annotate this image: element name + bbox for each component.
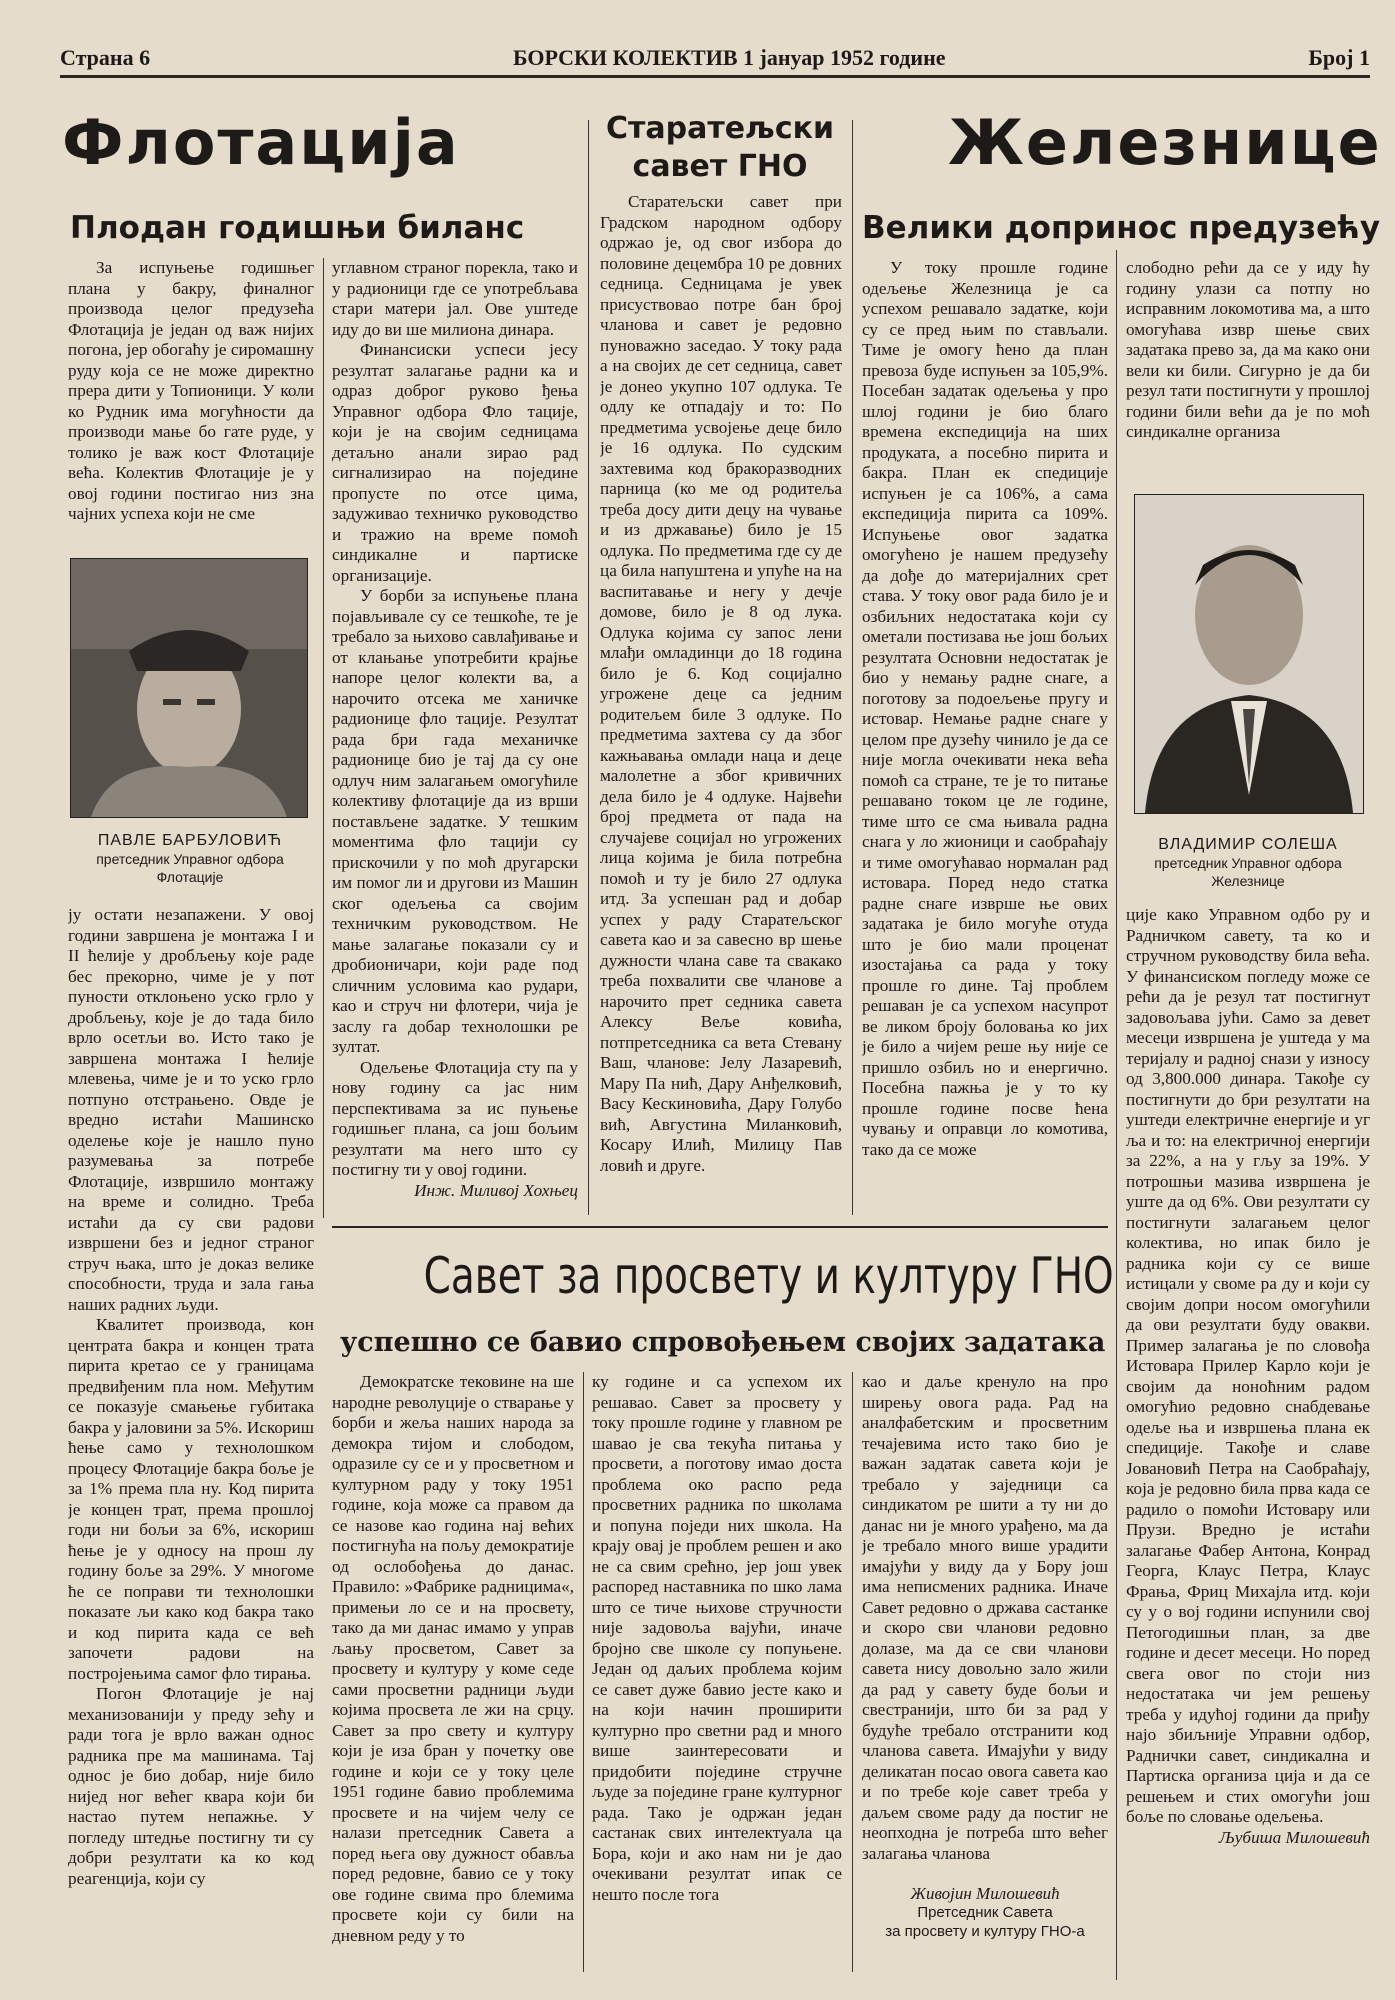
zeleznice-col2-top: слободно рећи да се у иду ћу годину улази са потпу но исправним локомотива ма, а што омогућава извр шење свих задатака прево за, да ма како они вели ки били. Сигурно је да би резул тати постигнути у прошлој години били већи да је по моћ синдикалне организа: [1126, 258, 1370, 441]
staratelj-title: Старатељски савет ГНО: [605, 111, 834, 184]
column-divider: [323, 258, 324, 1218]
zeleznice-signature: Љубиша Милошевић: [1218, 1827, 1370, 1847]
masthead: БОРСКИ КОЛЕКТИВ 1 јануар 1952 године: [512, 45, 946, 70]
flotacija-signature: Инж. Миливој Хохњец: [414, 1180, 578, 1200]
prosveta-sig-role1: Претседник Савета: [917, 1904, 1053, 1921]
column-divider: [852, 1372, 853, 1972]
flotacija-col1-bottom: ју остати незапажени. У овој години завршена је монтажа I и II ћелије у дробљењу које раде бес прекорно, чиме је у пот пуности отклоњено уско грло у дробљењу, које је до тада било врло осетљи во. Исто тако је завршена монтажа I ћелије млевења, чиме је и то уско грло потпуно отстрањено. Овде је вредно истаћи Машинско оделење које је нашло пуно разумевања за потребе Флотације, извршило монтажу на време и солидно. Треба истаћи да су сви радови извршени без и једног страног струч њака, што је доказ велике способности, труда и зала гања наших радних људи. Квалитет производа, кон центрата бакра и концен трата пирита кретао се у границама предвиђеним пла ном. Међутим се показује смањење губитака бакра у јаловини за 5%. Искориш ћење само у технолошком процесу Флотације бакра боље је за 1% према пла ну. Код пирита је концен трат, према прошлој годи ни бољи за 6%, искориш ћење је у односу на прош лу годину боље за 29%. У многоме ће се поправи ти технолошки показате љи како код бакра тако и код пирита када се већ започети радови на постројењима самог фло тирања. Погон Флотације је нај механизованији у преду зећу и ради тога је врло важан однос радника пре ма машинама. Тај однос је био добар, није било нијед ног већег квара који би настао путем непажње. У погледу штедње постигну ти су добри резултати ка ко код реагенција, који су: [68, 905, 314, 1888]
column-divider: [588, 120, 589, 1215]
flotacija-subtitle: Плодан годишњи биланс: [70, 210, 525, 246]
portrait-image: [1135, 495, 1363, 813]
prosveta-sig-role2: за просвету и културу ГНО-а: [885, 1923, 1085, 1940]
zeleznice-col1: У току прошле године одељење Железница је са успехом решавало задатке, који су се пред њим по стављали. Тиме је омогу ћено да план превоза буде испуњен за 105,9%. Посебан задатак одељења у про шлој години је био благо времена експедиција на ших продуката, а посебно пирита и бакра. План ек спедиције испуњен је са 106%, а сама експедиција пирита са 109%. Испуњење овог задатка омогућено је нашем предузећу да дође до материјалних срет става. У току овог рада било је и озбиљних недостатака који су ометали постизава ње још бољих резултата Основни недостатак је био у немању радне снаге, а поготову за подоељење пругу и истовар. Немање радне снаге у целом пре дузећу чинило је да се није могла очекивати нека већа помоћ са стране, те је то питање решавано током це ле године, тиме што се сма њивала радна снага у ло жионици и саобраћају и тиме омогућавао нормалан рад истовара. Поред недо статка радне снаге изврше ње ових задатака је било могуће отуда што је био мали проценат изостајања са рада у току прошле го дине. Тај проблем решаван је са успехом насупрот ве ликом броју боловања ко јих је било а чијем реше њу није се пришло озбиљ но и енергично. Посебна пажња је у то ку прошле године посве ћена чувању и оправци ло комотива, тако да се може: [862, 258, 1108, 1159]
staratelj-text: Старатељски савет при Градском народном одбору одржао је, од свог избора до половине децембра 10 ре довних седница. Седницама је увек присуствовао потре бан број чланова и савет је редовно пуноважно заседао. У току рада а на својих де сет седница, савет је донео укупно 107 одлука. Те одлу ке отпадају и то: По предметима усвојење деце било је 16 одлука. По судским захтевима код бракоразводних парница (ко ме од родитеља треба досу дити децу на чување и из државање) било је 15 одлука. По предметима где су де ца била напуштена и упуће на на васпитавање и негу у дечје домове, било је 8 од лука. Одлука којима су запос лени млађи омладинци до 18 година било је 6. Код социјално угрожене деце са једним родитељем биле 3 одлуке. По предметима захтева су да због кажњавања омлади наца и деце малолетне а због кривичних дела било је 4 одлуке. Највећи број предмета от пада на случајеве социјал но угрожених лица којима је била потребна помоћ и ту је било 27 одлука итд. За успешан рад и добар успех у раду Старатељског савета као и за савесно вр шење дужности члана саве та свакако треба похвалити све чланове а нарочито прет седника савета Алексу Веље ковића, потпретседника са вета Стевану Ваш, чланове: Јелу Лазаревић, Мару Па нић, Дару Анђелковић, Васу Кескиновића, Дару Голубо вић, Августина Миланковић, Косару Илић, Милицу Пав ловић и друге.: [600, 192, 842, 1175]
zeleznice-col2-bottom: ције како Управном одбо ру и Радничком савету, та ко и стручном руководству била већа. У финансиском погледу може се рећи да је резул тат постигнут задовољава јући. Само за девет месеци извршена је уштеда у ма теријалу и радној снази у износу од 3,800.000 динара. Такође су постигнути до бри резултати на уштеди електричне енергије и уг ља и то: на електричној енергији за 22%, а на у гљу за 19%. У потрошњи мазива извршена је уште да од 6%. Ови резултати су постигнути залагањем целог колектива, но ипак било је радника који су се више истицали у своме ра ду и који су својим допри носом омогућили да ови резултати буду овакви. Пример залагања је по словођа Истоварa Прилер Карло који је својим да нонoћним радом омогућио редовно снабдевање одеље ња и извршења плана ек спедиције. Такође и славе Јовановић Петра на Саобраћају, која је редовно била прва када се радило о помоћи Истовару или Прузи. Вредно је истаћи залагање Фабер Антона, Конрад Георга, Клаус Петра, Клаус Фрања, Фриц Михајла итд. који су у о вој години испунили свој Петогодишњи план, за две године и десет месеци. Но поред свега овог по стоји низ недостатака чи јем решењу треба у идућој години да приђу најо збиљније Управни одбор, Раднички савет, синдикална и Партиска организа ција и да се решењем и стих омогући још боље по словање одељења. Љубиша Милошевић: [1126, 905, 1370, 1847]
flotacija-col1-top: За испуњење годишњег плана у бакру, финалног производа целог предузећа Флотација је један од важ нијих погона, јер обогаћу је сиромашну руду која се не може директно прера дити у Топионици. У коли ко Рудник има могућности да производи мање бо гате руде, у толико је важ кост Флотације већа. Колектив Флотације је у овој години постигао низ зна чајних успеха који не сме: [68, 258, 314, 523]
column-divider: [1116, 250, 1117, 1980]
prosveta-signature: Живојин Милошевић: [910, 1884, 1060, 1903]
prosveta-title: Савет за просвету и културу ГНО: [423, 1247, 1114, 1305]
column-divider: [583, 1372, 584, 1972]
prosveta-signature-block: [862, 1884, 1108, 1941]
section-rule: [332, 1226, 1108, 1228]
page-header: [60, 44, 1370, 78]
flotacija-title: Флотација: [62, 106, 460, 179]
flotacija-col2: углавном страног порекла, тако и у радионици где се употребљава стари матери јал. Ове уштеде иду до ви ше милиона динара. Финансиски успеси јесу резултат залагање радни ка и одраз доброг руково ђења Управног одбора Фло тације, који је на својим седницама детаљно анали зирао рад сигнализирао на поједине пропусте по отсе цима, задуживао техничко руководство и тражио на време помоћ синдикалне и партиске организације. У борби за испуњење плана појављивале су се тешкоће, те је требало за њихово савлађивање и от клањање употребити крајње напоре целог колекти ва, а нарочито отсека ме ханичке радионице фло тације. Резултат рада бри гада механичке радионице био је тај да су оне одлуч ним залагањем омогућиле колективу флотације да из врши постављене задатке. У тешким моментима фло тацији су прискочили у по моћ другарски им помог ли и другови из Машин ског одељења са својим техничким руководством. Не мање залагање показали су и дробионичари, који раде под сличним условима као рудари, као и струч ни флотери, чија је заслу га добар технолошки ре зултат. Одељење Флотација сту па у нову годину са јас ним перспективама за ис пуњење годишњег плана, са још бољим резултати ма него што су постигну ти у овој години. Инж. Миливој Хохњец: [332, 258, 578, 1200]
portrait-photo-solesa: [1134, 494, 1364, 814]
portrait-image: [71, 559, 307, 817]
column-divider: [852, 120, 853, 1215]
prosveta-subtitle: успешно се бавио спровођењем својих задатака: [340, 1327, 1106, 1358]
caption-name: ПАВЛЕ БАРБУЛОВИЋ: [97, 832, 283, 849]
caption-solesa: [1128, 836, 1368, 890]
caption-barbulovic: [70, 832, 310, 886]
caption-name: ВЛАДИМИР СОЛЕША: [1158, 836, 1338, 853]
prosveta-col2: ку године и са успехом их решавао. Савет за просвету у току прошле године у главном ре шавао је сва текућа питања у просвети, а поготову имао доста проблема око распо реда просветних радника по школама и попуна поједи них школа. На крају овај је проблем решен и ако не са свим срећно, јер још увек распоред наставника по шко лама што се тиче њихове стручности није задовоља вајући, иначе бројно све школе су попуњене. Један од даљих проблема којим се савет дуже бавио јесте како и на који начин проширити културно про светни рад и много више заинтересовати и придобити поједине стручне људе за поједине гране културног рада. Тако је одржан један састанак свих интелектуала ца Бора, који и ако нам ни је дао очекивани резултат ипак се нешто после тога: [592, 1372, 842, 1904]
prosveta-col1: Демократске тековине на ше народне револуције о стварање у борби и жеља наших народа за демокра тијом и слободом, одразиле су се и у просветном и културном раду у току 1951 године, која може са правом да се назове као година нај већих постигнућа на пољу демократије од ослобођења до данас. Правило: »Фабрике радницима«, примењи ло се и на просвету, тако да ми данас имамо у управ љању просветом, Савет за просвету и културу у коме седе сами просветни радници људи којима просвета ле жи на срцу. Савет за про свету и културу који је иза бран у почетку ове године и који се у току целе 1951 године бавио проблемима просвете и на чијем челу се налази претседник Савета а поред њега ову дужност обавља поред редовне, бавио се у току ове године свима про блемима просвете који су били на дневном реду у то: [332, 1372, 574, 1945]
page-number: Страна 6: [60, 45, 151, 70]
issue-number: Број 1: [1308, 45, 1370, 70]
prosveta-col3: као и даље кренуло на про ширењу овога рада. Рад на аналфабетским и просветним течајевима исто тако био је важан задатак савета који је требало у заједници са синдикатом ре шити а ту ни до данас ни је много урађено, ма да је требало много више урадити имајући у виду да у Бору још има неписмених радника. Иначе Савет редовно о државa састанке и скоро сви чланови редовно долазе, ма да се сви чланови савета нису довољно зало жили да рад у савету буде бољи и свестранији, што би за рад у будуће требало отстранити код чланова савета. Имајући у виду деликатан посао овога савета као и по требе које савет треба у даљем своме раду да постиг не неопходна је потреба што већег залагања чланова: [862, 1372, 1108, 1863]
zeleznice-subtitle: Велики допринос предузећу: [862, 210, 1381, 246]
caption-role: претседник Управног одбора Железнице: [1154, 855, 1342, 889]
caption-role: претседник Управног одбора Флотације: [96, 851, 284, 885]
zeleznice-title: Железнице: [948, 106, 1382, 179]
portrait-photo-barbulovic: [70, 558, 308, 818]
